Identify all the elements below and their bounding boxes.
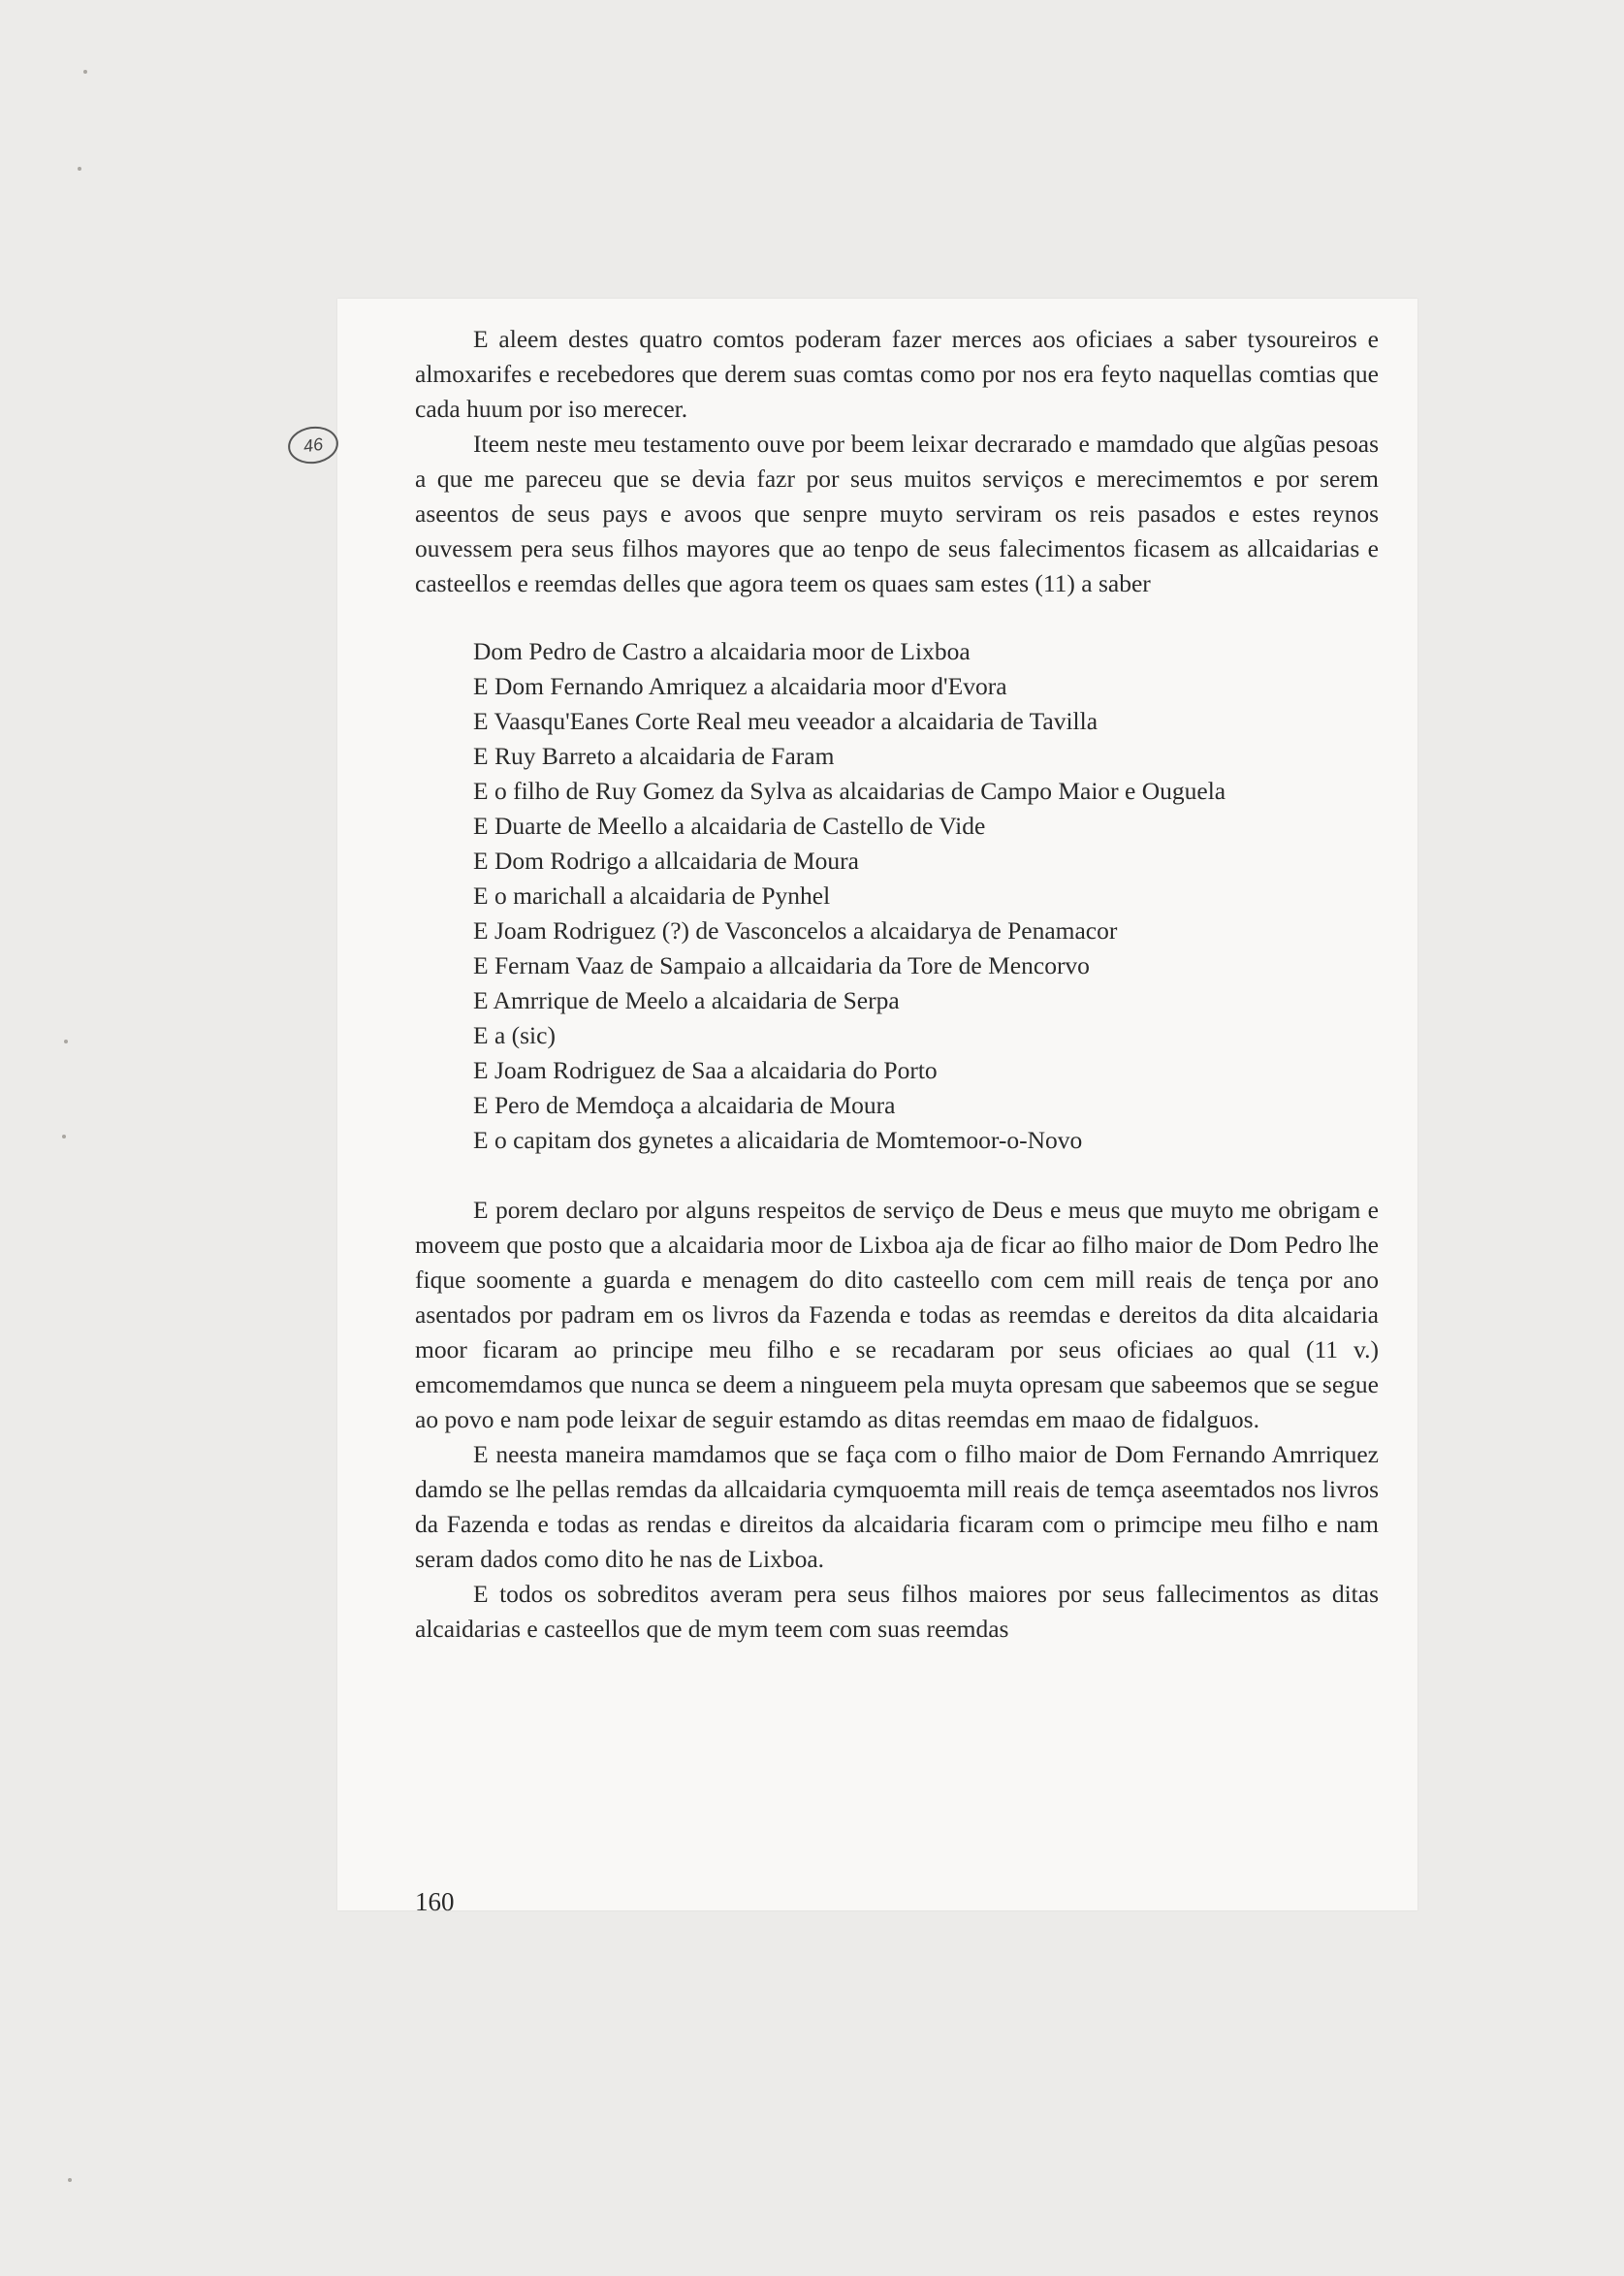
list-item: E Joam Rodriguez (?) de Vasconcelos a alcaidarya de Penamacor <box>473 916 1118 945</box>
paragraph: E todos os sobreditos averam pera seus filhos maiores por seus fallecimentos as ditas alcaidarias e casteellos que de mym teem com suas reemdas <box>415 1580 1379 1643</box>
list-item: E Dom Fernando Amriquez a alcaidaria moor d'Evora <box>473 672 1007 700</box>
paragraph: E porem declaro por alguns respeitos de serviço de Deus e meus que muyto me obrigam e moveem que posto que a alcaidaria moor de Lixboa aja de ficar ao filho maior de Dom Pedro lhe fique soomente a guarda e menagem do dito casteello com cem mill reais de tença por ano asentados por padram em os livros da Fazenda e todas as reemdas e dereitos da dita alcaidaria moor ficaram ao principe meu filho e se recadaram por seus oficiaes ao qual (11 v.) emcomemdamos que nunca se deem a ningueem pela muyta opresam que sabeemos que se segue ao povo e nam pode leixar de seguir estamdo as ditas reemdas em maao de fidalguos. <box>415 1196 1379 1433</box>
list-item: E Dom Rodrigo a allcaidaria de Moura <box>473 847 859 875</box>
list-item: E Amrrique de Meelo a alcaidaria de Serpa <box>473 986 900 1014</box>
paragraph: E neesta maneira mamdamos que se faça com o filho maior de Dom Fernando Amrriquez damdo se lhe pellas remdas da allcaidaria cymquoemta mill reais de temça aseemtados nos livros da Fazenda e todas as rendas e direitos da alcaidaria ficaram com o primcipe meu filho e nam seram dados como dito he nas de Lixboa. <box>415 1440 1379 1573</box>
paragraph: E aleem destes quatro comtos poderam fazer merces aos oficiaes a saber tysoureiros e almoxarifes e recebedores que derem suas comtas como por nos era feyto naquellas comtias que cada huum por iso merecer. <box>415 325 1379 423</box>
list-item: E o filho de Ruy Gomez da Sylva as alcaidarias de Campo Maior e Ouguela <box>473 777 1226 805</box>
paper-speck <box>64 1040 68 1043</box>
paper-speck <box>83 70 87 74</box>
alcaidaria-list <box>415 634 1379 1158</box>
paper-speck <box>62 1135 66 1138</box>
paper-speck <box>78 167 81 171</box>
list-item: E Fernam Vaaz de Sampaio a allcaidaria da Tore de Mencorvo <box>473 951 1090 979</box>
list-item: E Duarte de Meello a alcaidaria de Castello de Vide <box>473 812 986 840</box>
list-item: E Vaasqu'Eanes Corte Real meu veeador a alcaidaria de Tavilla <box>473 707 1099 735</box>
document-body <box>415 322 1379 1647</box>
list-item: E o marichall a alcaidaria de Pynhel <box>473 882 831 910</box>
list-item: E a (sic) <box>473 1021 556 1049</box>
list-item: E Ruy Barreto a alcaidaria de Faram <box>473 742 835 770</box>
list-item: Dom Pedro de Castro a alcaidaria moor de Lixboa <box>473 637 971 665</box>
margin-page-annotation: 46 <box>286 424 341 467</box>
paragraph: Iteem neste meu testamento ouve por beem leixar decrarado e mamdado que algũas pesoas a que me pareceu que se devia fazr por seus muitos serviços e merecimemtos e por serem aseentos de seus pays e avoos que senpre muyto serviram os reis pasados e estes reynos ouvessem pera seus filhos mayores que ao tenpo de seus falecimentos ficasem as allcaidarias e casteellos e reemdas delles que agora teem os quaes sam estes (11) a saber <box>415 430 1379 597</box>
page-number: 160 <box>415 1887 455 1916</box>
paper-speck <box>68 2178 72 2182</box>
list-item: E Pero de Memdoça a alcaidaria de Moura <box>473 1091 896 1119</box>
list-item: E Joam Rodriguez de Saa a alcaidaria do Porto <box>473 1056 938 1084</box>
list-item: E o capitam dos gynetes a alicaidaria de Momtemoor-o-Novo <box>473 1126 1083 1154</box>
